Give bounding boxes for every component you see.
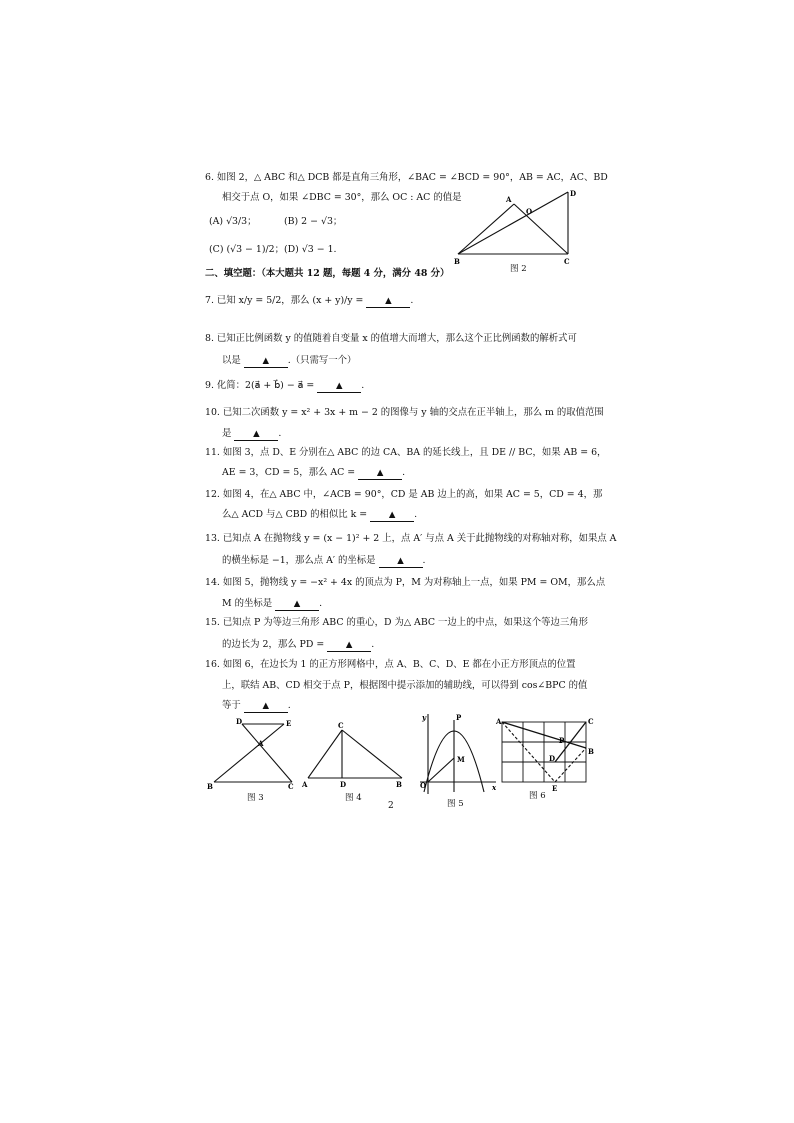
fig5-label-y: y [422,713,427,722]
q16-line1: 16. 如图 6，在边长为 1 的正方形网格中，点 A、B、C、D、E 都在小正方形顶点的位置 [205,659,576,670]
fig5-label-x: x [492,783,497,792]
fig3-label-a: A [258,739,264,748]
q8-answer-blank: ▲ [244,355,288,368]
q16-end: . [287,700,291,711]
figure-3 [204,714,304,790]
q8-text: 以是 [222,355,241,366]
q13-line1: 13. 已知点 A 在抛物线 y = (x − 1)² + 2 上，点 A′ 与点 A 关于此抛物线的对称轴对称，如果点 A [205,533,617,544]
q15-answer-blank: ▲ [327,639,371,652]
q10-line1: 10. 已知二次函数 y = x² + 3x + m − 2 的图像与 y 轴的交点在正半轴上，那么 m 的取值范围 [205,407,604,418]
q11-line2 [222,467,405,480]
q9-answer-blank: ▲ [317,380,361,393]
q10-text: 是 [222,428,232,439]
section-2-heading: 二、填空题：（本大题共 12 题，每题 4 分，满分 48 分） [205,268,450,279]
fig4-label-c: C [338,721,344,730]
q14-text: M 的坐标是 [222,598,273,609]
fig6-label-e: E [552,784,558,793]
fig3-label-b: B [207,782,213,790]
q14-end: . [319,598,323,609]
q6-option-d: (D) √3 − 1. [284,244,337,255]
q9-text: 9. 化简：2(a⃗ + b⃗) − a⃗ = [205,380,315,391]
fig3-label-c: C [288,782,294,790]
figure-6 [494,714,598,794]
fig2-label-a: A [506,195,512,204]
q8-line2 [222,355,356,368]
q12-line2 [222,509,417,522]
fig5-label-m: M [457,755,465,764]
q15-line1: 15. 已知点 P 为等边三角形 ABC 的重心，D 为△ ABC 一边上的中点，如果这个等边三角形 [205,617,589,628]
q12-line1: 12. 如图 4，在△ ABC 中，∠ACB = 90°，CD 是 AB 边上的高，如果 AC = 5，CD = 4，那 [205,489,603,500]
q16-answer-blank: ▲ [244,700,288,713]
q6-line1: 6. 如图 2，△ ABC 和△ DCB 都是直角三角形，∠BAC = ∠BCD = 90°，AB = AC，AC、BD [205,172,608,183]
q7-text: 7. 已知 x/y = 5/2，那么 (x + y)/y = [205,295,364,306]
q15-text: 的边长为 2，那么 PD = [222,639,325,650]
figure-2 [450,188,590,270]
fig6-label-a: A [496,717,502,726]
q15-line2 [222,639,374,652]
fig6-label-d: D [549,754,556,763]
q12-answer-blank: ▲ [370,509,414,522]
q16-line3 [222,700,291,713]
q14-line2 [222,598,322,611]
fig2-label-b: B [454,257,460,266]
fig6-label-c: C [588,717,594,726]
q6-line2: 相交于点 O，如果 ∠DBC = 30°，那么 OC : AC 的值是 [222,192,462,203]
q7-end: . [410,295,414,306]
q13-answer-blank: ▲ [379,555,423,568]
fig2-label-o: O [526,207,533,216]
q7-answer-blank: ▲ [366,295,410,308]
q11-end: . [402,467,406,478]
q11-line1: 11. 如图 3，点 D、E 分别在△ ABC 的边 CA、BA 的延长线上，且 DE // BC，如果 AB = 6， [205,447,607,458]
q8-end: .（只需写一个） [287,355,357,366]
q12-text: 么△ ACD 与△ CBD 的相似比 k = [222,509,368,520]
fig4-label-a: A [302,780,308,789]
fig6-label-p: P [559,736,565,745]
fig2-caption: 图 2 [510,264,527,274]
fig3-label-d: D [236,717,243,726]
fig3-caption: 图 3 [247,793,264,803]
fig6-label-b: B [588,747,594,756]
fig6-caption: 图 6 [529,791,546,801]
fig5-label-p: P [456,713,462,722]
fig4-label-b: B [396,780,402,789]
q7 [205,295,413,308]
figure-5 [414,710,504,796]
q14-answer-blank: ▲ [275,598,319,611]
q9-end: . [361,380,365,391]
q11-text: AE = 3，CD = 5，那么 AC = [222,467,356,478]
q13-text: 的横坐标是 −1，那么点 A′ 的坐标是 [222,555,376,566]
fig5-label-o: O [420,781,427,790]
page-number: 2 [388,801,394,811]
figure-4 [298,716,408,790]
fig3-label-e: E [286,719,292,728]
q16-line2: 上，联结 AB、CD 相交于点 P，根据图中提示添加的辅助线，可以得到 cos∠BPC 的值 [222,680,588,691]
fig2-label-c: C [564,257,570,266]
q10-answer-blank: ▲ [234,428,278,441]
fig5-caption: 图 5 [447,799,464,809]
q12-end: . [414,509,418,520]
q8-line1: 8. 已知正比例函数 y 的值随着自变量 x 的值增大而增大，那么这个正比例函数的解析式可 [205,333,577,344]
q6-option-c: (C) (√3 − 1)/2； [209,244,285,255]
q16-text: 等于 [222,700,241,711]
q15-end: . [371,639,375,650]
q9 [205,380,364,393]
fig4-caption: 图 4 [345,793,362,803]
q13-end: . [422,555,426,566]
q10-line2 [222,428,281,441]
q10-end: . [278,428,282,439]
q6-option-b: (B) 2 − √3； [284,216,343,227]
q13-line2 [222,555,426,568]
q11-answer-blank: ▲ [358,467,402,480]
fig4-label-d: D [340,780,347,789]
q14-line1: 14. 如图 5，抛物线 y = −x² + 4x 的顶点为 P，M 为对称轴上一点，如果 PM = OM，那么点 [205,577,606,588]
fig2-label-d: D [570,189,577,198]
q6-option-a: (A) √3/3； [209,216,257,227]
